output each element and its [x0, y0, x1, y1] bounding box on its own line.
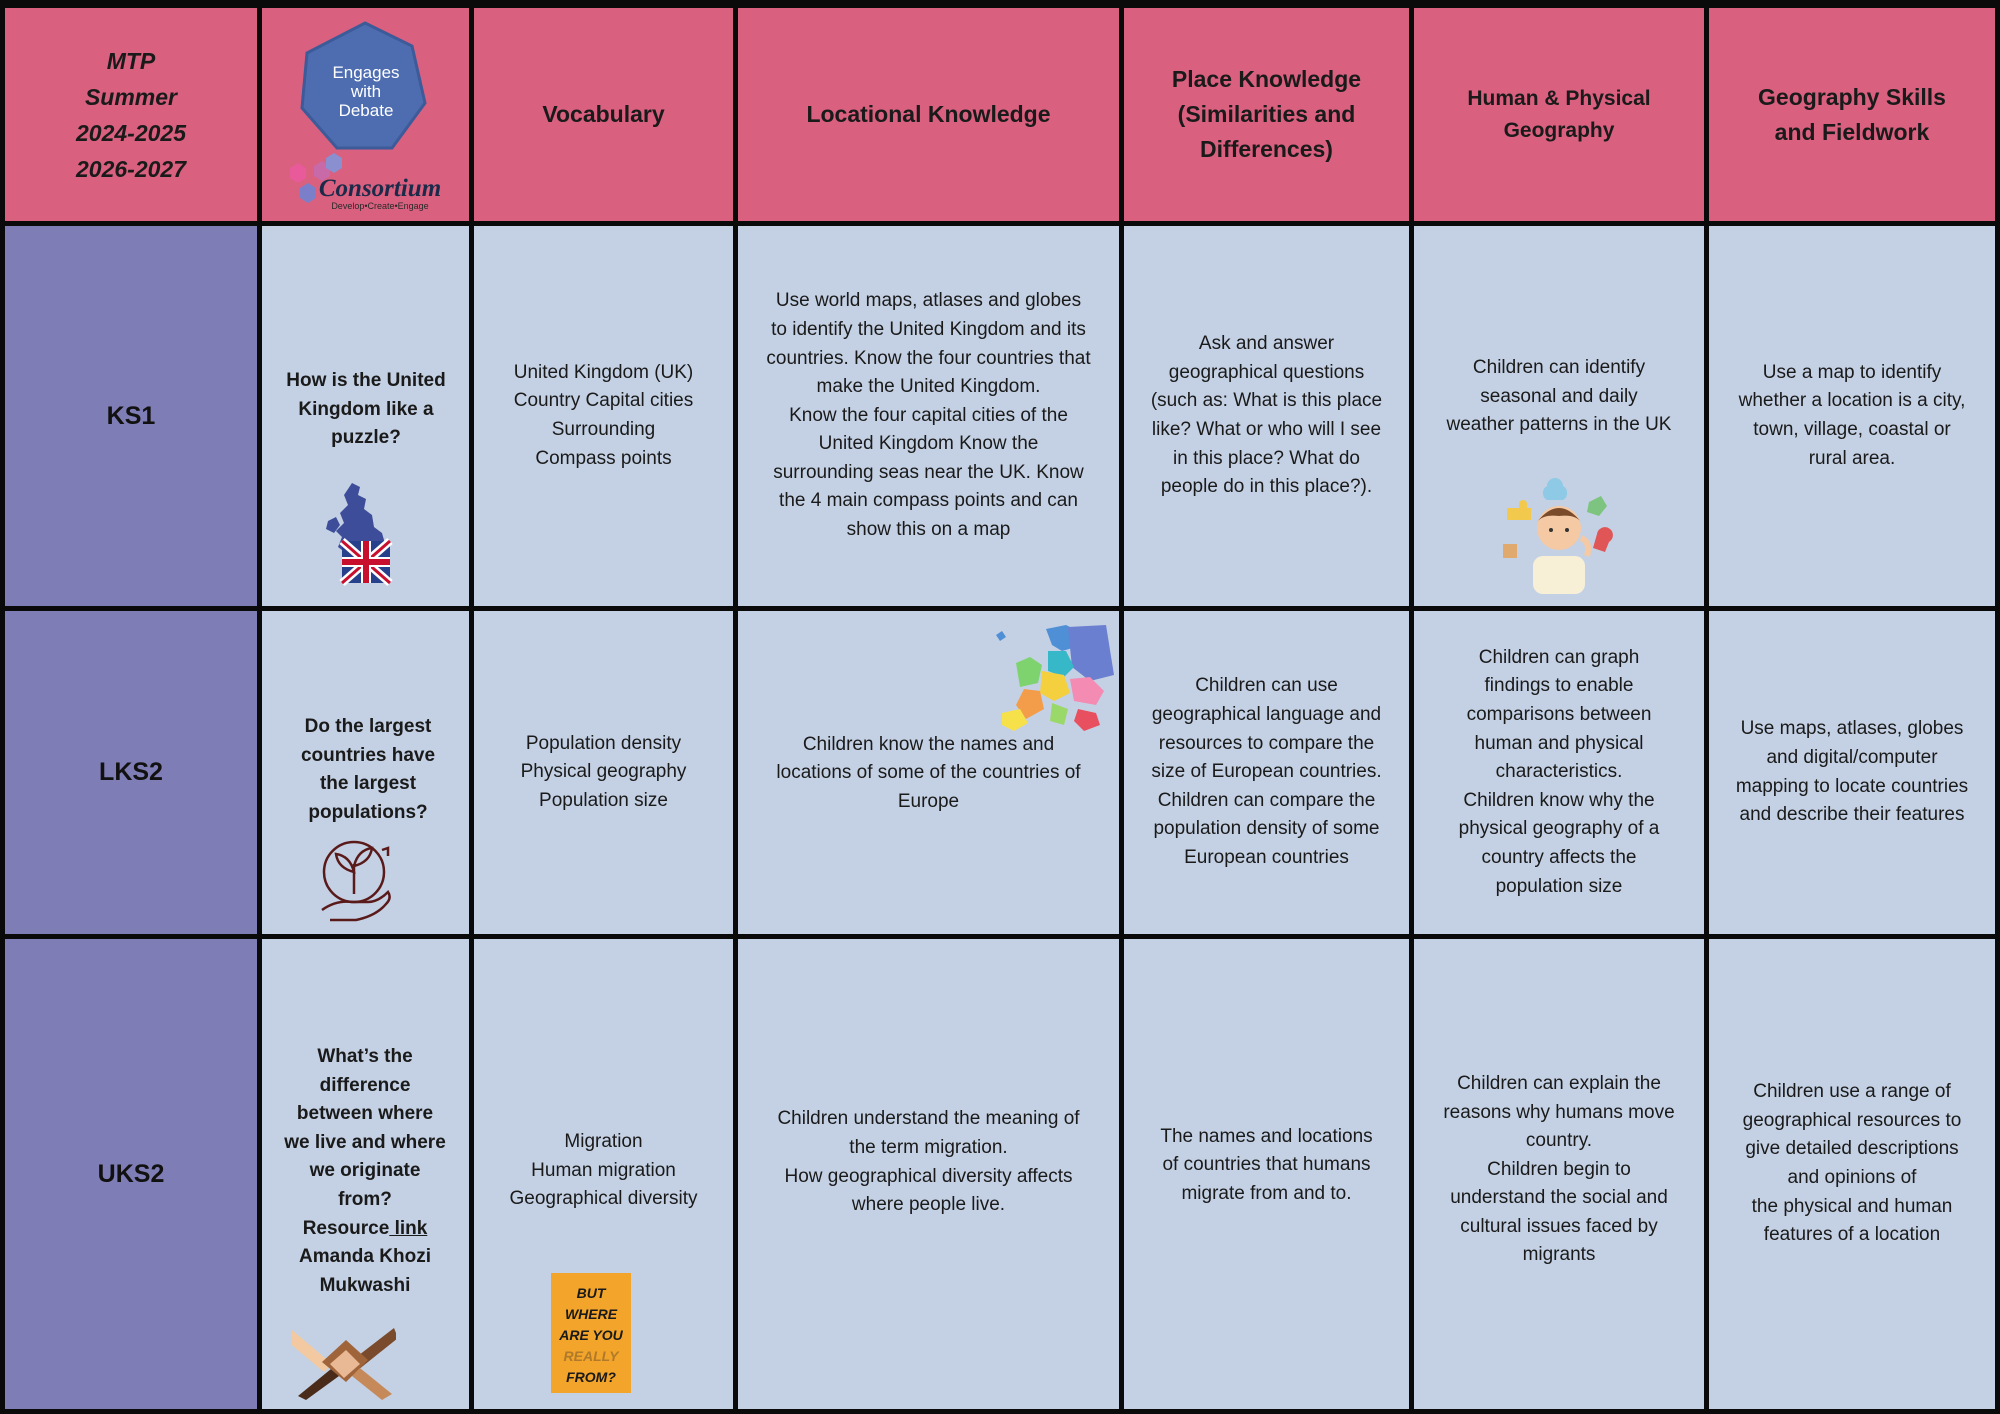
place-uks2: The names and locations of countries that humans migrate from and to.	[1160, 1125, 1373, 1204]
header-human-physical	[1414, 8, 1704, 221]
book-title-5: FROM?	[566, 1368, 616, 1385]
badge-line-2: with	[350, 82, 382, 101]
book-title-4: REALLY	[563, 1347, 619, 1364]
skills-cell-ks1	[1709, 226, 1995, 606]
mtp-header-cell	[5, 8, 257, 221]
question-cell-lks2	[262, 611, 469, 934]
vocabulary-cell-lks2	[474, 611, 733, 934]
vocabulary-cell-ks1	[474, 226, 733, 606]
skills-cell-lks2	[1709, 611, 1995, 934]
human-physical-cell-ks1	[1414, 226, 1704, 606]
header-vocabulary-label: Vocabulary	[542, 101, 665, 127]
book-title-2: WHERE	[564, 1305, 618, 1322]
header-skills-fieldwork	[1709, 8, 1995, 221]
header-vocabulary	[474, 8, 733, 221]
human-physical-lks2: Children can graph findings to enable comparisons between human and physical characteristics. Children know why the physical geography of a country affects the population size	[1458, 646, 1660, 897]
vocabulary-lks2: Population density Physical geography Population size	[520, 732, 687, 811]
place-cell-uks2	[1124, 939, 1409, 1409]
header-place-knowledge	[1124, 8, 1409, 221]
mtp-line-4: 2026-2027	[76, 155, 186, 182]
vocabulary-ks1: United Kingdom (UK) Country Capital cities Surrounding Compass points	[513, 361, 694, 469]
place-cell-lks2	[1124, 611, 1409, 934]
europe-map-icon	[996, 623, 1116, 735]
human-physical-uks2: Children can explain the reasons why humans move country. Children begin to understand the social and cultural issues faced by migrants	[1443, 1072, 1675, 1266]
human-physical-ks1: Children can identify seasonal and daily weather patterns in the UK	[1446, 357, 1672, 436]
place-ks1: Ask and answer geographical questions (such as: What is this place like? What or who will I see in this place? What do people do in this place?).	[1150, 333, 1383, 498]
book-cover	[551, 1273, 631, 1393]
vocabulary-cell-uks2	[474, 939, 733, 1409]
logo-cell	[262, 8, 469, 221]
plant-in-hand-icon	[316, 832, 396, 928]
mtp-line-1: MTP	[106, 47, 156, 74]
human-physical-cell-lks2	[1414, 611, 1704, 934]
place-lks2: Children can use geographical language and resources to compare the size of European countries. Children can compare the population density of some European countries	[1151, 675, 1382, 868]
question-uks2: What’s the difference between where we live and where we originate from?	[284, 1046, 446, 1210]
question-cell-uks2	[262, 939, 469, 1409]
badge-line-3: Debate	[338, 101, 394, 120]
question-lks2: Do the largest countries have the largest populations?	[300, 716, 436, 823]
consortium-logo	[262, 8, 469, 221]
header-place-label: Place Knowledge (Similarities and Differences)	[1171, 66, 1362, 162]
locational-lks2: Children know the names and locations of some of the countries of Europe	[776, 733, 1081, 812]
header-locational-label: Locational Knowledge	[806, 101, 1051, 127]
skills-uks2: Children use a range of geographical resources to give detailed descriptions and opinions of the physical and human features of a location	[1742, 1081, 1962, 1246]
book-title-1: BUT	[576, 1284, 606, 1301]
header-locational-knowledge	[738, 8, 1119, 221]
joined-hands-icon	[292, 1322, 396, 1400]
row-label-ks1	[5, 226, 257, 606]
human-physical-cell-uks2	[1414, 939, 1704, 1409]
uk-map-flag-icon	[324, 481, 394, 591]
header-human-physical-label: Human & Physical Geography	[1467, 86, 1651, 142]
question-block-uks2	[284, 1043, 446, 1300]
tagline-text: Develop•Create•Engage	[331, 201, 429, 211]
badge-line-1: Engages	[332, 63, 400, 82]
locational-cell-lks2	[738, 611, 1119, 934]
author-name: Amanda Khozi Mukwashi	[299, 1246, 431, 1296]
place-cell-ks1	[1124, 226, 1409, 606]
resource-line	[284, 1215, 446, 1244]
mtp-line-3: 2024-2025	[76, 119, 186, 146]
book-title-3: ARE YOU	[559, 1326, 623, 1343]
header-skills-label: Geography Skills and Fieldwork	[1758, 83, 1946, 145]
small-hex-1	[290, 163, 306, 183]
vocabulary-uks2: Migration Human migration Geographical diversity	[509, 1131, 698, 1210]
skills-ks1: Use a map to identify whether a location is a city, town, village, coastal or rural area.	[1738, 361, 1966, 469]
brand-text: Consortium	[318, 175, 442, 202]
thinking-child-icon	[1499, 478, 1619, 594]
row-label-lks2	[5, 611, 257, 934]
locational-uks2: Children understand the meaning of the term migration. How geographical diversity affects where people live.	[777, 1108, 1080, 1216]
skills-lks2: Use maps, atlases, globes and digital/computer mapping to locate countries and describe their features	[1735, 718, 1969, 826]
row-label-uks2	[5, 939, 257, 1409]
row-label-ks1-text: KS1	[106, 401, 156, 430]
locational-cell-ks1	[738, 226, 1119, 606]
small-hex-2	[300, 183, 316, 203]
question-cell-ks1	[262, 226, 469, 606]
locational-cell-uks2	[738, 939, 1119, 1409]
skills-cell-uks2	[1709, 939, 1995, 1409]
resource-link[interactable]: link	[389, 1217, 428, 1239]
locational-ks1: Use world maps, atlases and globes to identify the United Kingdom and its countries. Know the four countries that make the United Kingdom. Know the four capital cities of the United Kingdom Know the surrounding seas near the UK. Know the 4 main compass points and can show this on a map	[766, 290, 1091, 541]
resource-prefix: Resource	[302, 1217, 390, 1239]
mtp-line-2: Summer	[84, 83, 178, 110]
row-label-lks2-text: LKS2	[99, 758, 163, 786]
question-ks1: How is the United Kingdom like a puzzle?	[286, 370, 446, 449]
row-label-uks2-text: UKS2	[97, 1159, 165, 1188]
